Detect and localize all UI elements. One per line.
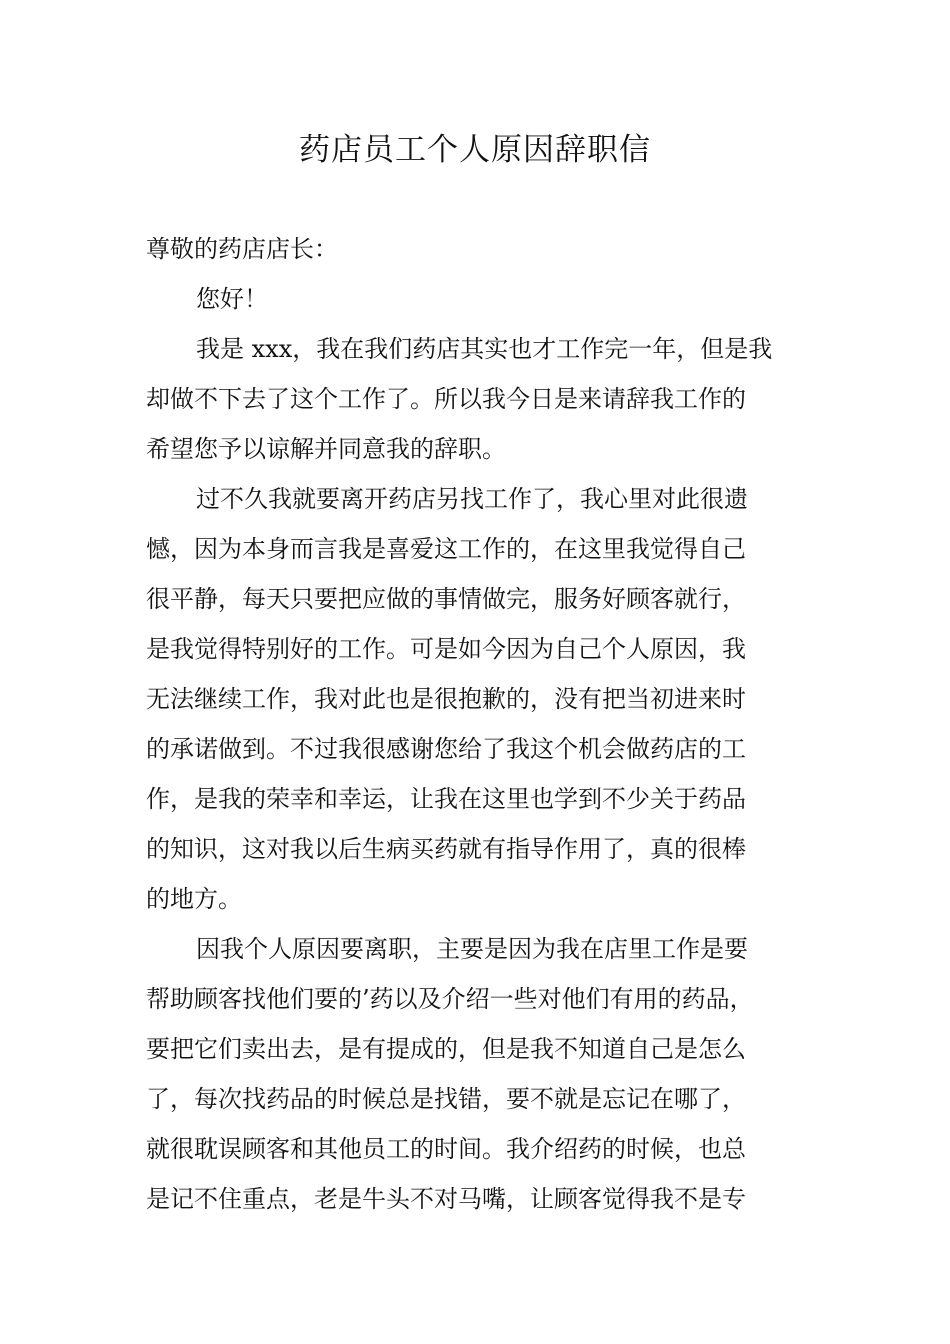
paragraph-2-line-3: 很平静，每天只要把应做的事情做完，服务好顾客就行， xyxy=(146,585,746,613)
paragraph-3-line-3: 要把它们卖出去，是有提成的，但是我不知道自己是怎么 xyxy=(146,1035,746,1063)
paragraph-2-line-4: 是我觉得特别好的工作。可是如今因为自己个人原因，我 xyxy=(146,635,746,663)
greeting: 您好！ xyxy=(196,285,268,313)
paragraph-2-line-7: 作，是我的荣幸和幸运，让我在这里也学到不少关于药品 xyxy=(146,785,746,813)
paragraph-2-line-1: 过不久我就要离开药店另找工作了，我心里对此很遗 xyxy=(196,485,748,513)
paragraph-3-line-2: 帮助顾客找他们要的’药以及介绍一些对他们有用的药品， xyxy=(146,985,754,1013)
paragraph-1-line-2: 却做不下去了这个工作了。所以我今日是来请辞我工作的 xyxy=(146,385,746,413)
paragraph-3-line-4: 了，每次找药品的时候总是找错，要不就是忘记在哪了， xyxy=(146,1085,746,1113)
salutation: 尊敬的药店店长： xyxy=(146,235,338,263)
paragraph-1-line-3: 希望您予以谅解并同意我的辞职。 xyxy=(146,435,506,463)
paragraph-3-line-5: 就很耽误顾客和其他员工的时间。我介绍药的时候，也总 xyxy=(146,1135,746,1163)
paragraph-2-line-6: 的承诺做到。不过我很感谢您给了我这个机会做药店的工 xyxy=(146,735,746,763)
paragraph-2-line-9: 的地方。 xyxy=(146,885,242,913)
paragraph-2-line-2: 憾，因为本身而言我是喜爱这工作的，在这里我觉得自己 xyxy=(146,535,746,563)
paragraph-3-line-1: 因我个人原因要离职，主要是因为我在店里工作是要 xyxy=(196,935,748,963)
paragraph-2-line-5: 无法继续工作，我对此也是很抱歉的，没有把当初进来时 xyxy=(146,685,746,713)
paragraph-2-line-8: 的知识，这对我以后生病买药就有指导作用了，真的很棒 xyxy=(146,835,746,863)
paragraph-1-line-1: 我是 xxx，我在我们药店其实也才工作完一年，但是我 xyxy=(196,335,773,363)
document-title: 药店员工个人原因辞职信 xyxy=(299,132,651,168)
paragraph-3-line-6: 是记不住重点，老是牛头不对马嘴，让顾客觉得我不是专 xyxy=(146,1185,746,1213)
